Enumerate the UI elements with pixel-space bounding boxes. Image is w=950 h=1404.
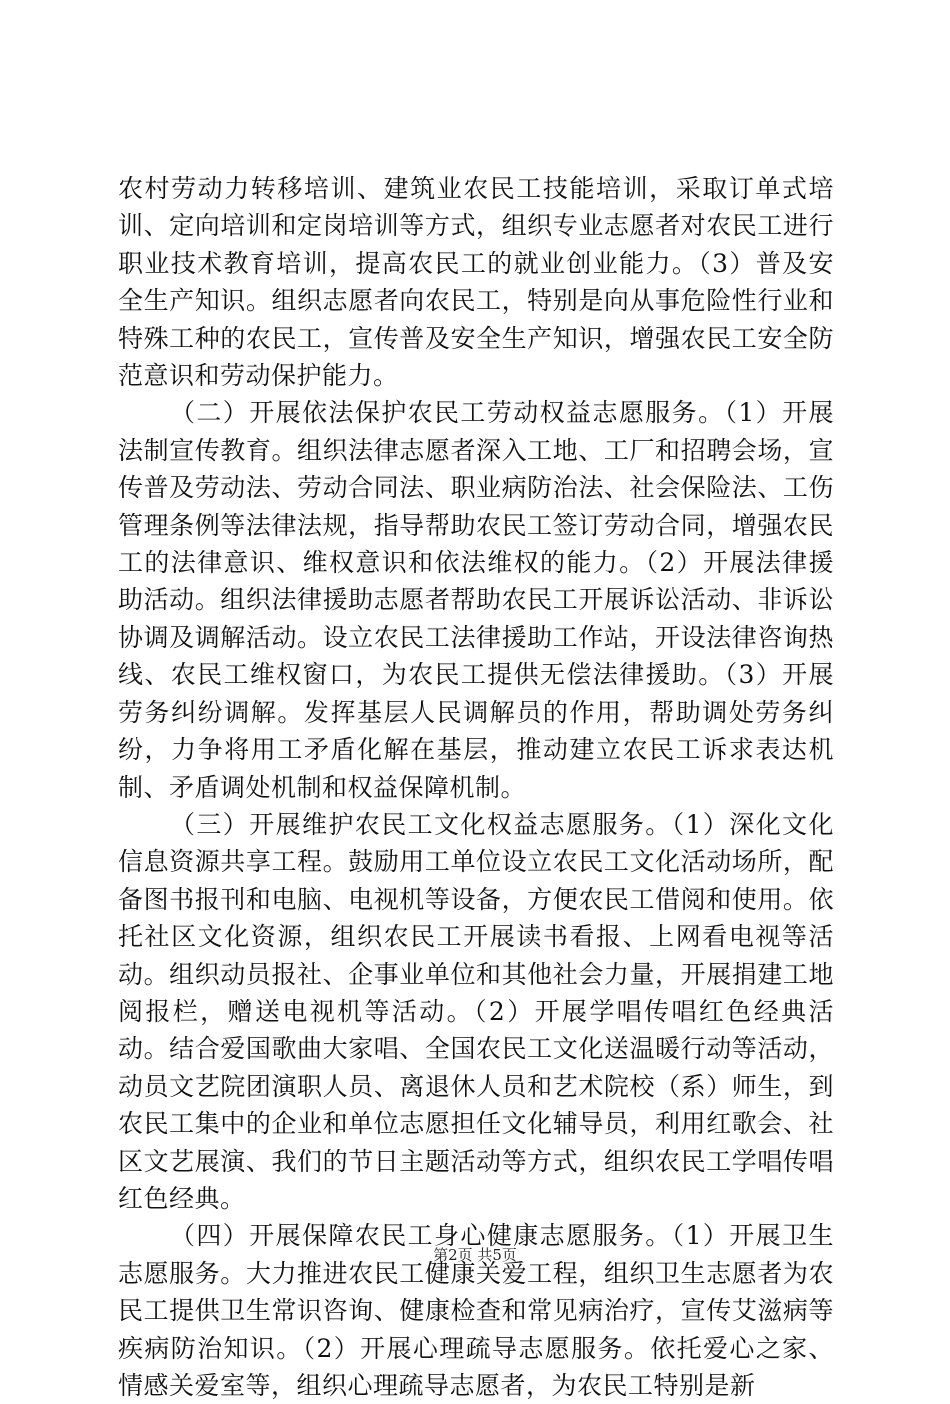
paragraph-continuation: 农村劳动力转移培训、建筑业农民工技能培训，采取订单式培训、定向培训和定岗培训等方式，组织专业志愿者对农民工进行职业技术教育培训，提高农民工的就业创业能力。（3）普及安全生产知识。组织志愿者向农民工，特别是向从事危险性行业和特殊工种的农民工，宣传普及安全生产知识，增强农民工安全防范意识和劳动保护能力。 bbox=[118, 174, 834, 391]
page-footer: 第2页 共5页 bbox=[433, 1246, 517, 1264]
paragraph-section-2: （二）开展依法保护农民工劳动权益志愿服务。（1）开展法制宣传教育。组织法律志愿者深入工地、工厂和招聘会场，宣传普及劳动法、劳动合同法、职业病防治法、社会保险法、工伤管理条例等法律法规，指导帮助农民工签订劳动合同，增强农民工的法律意识、维权意识和依法维权的能力。（2）开展法律援助活动。组织法律援助志愿者帮助农民工开展诉讼活动、非诉讼协调及调解活动。设立农民工法律援助工作站，开设法律咨询热线、农民工维权窗口，为农民工提供无偿法律援助。（3）开展劳务纠纷调解。发挥基层人民调解员的作用，帮助调处劳务纠纷，力争将用工矛盾化解在基层，推动建立农民工诉求表达机制、矛盾调处机制和权益保障机制。 bbox=[118, 398, 834, 802]
paragraph-section-4: （四）开展保障农民工身心健康志愿服务。（1）开展卫生志愿服务。大力推进农民工健康关爱工程，组织卫生志愿者为农民工提供卫生常识咨询、健康检查和常见病治疗，宣传艾滋病等疾病防治知识。（2）开展心理疏导志愿服务。依托爱心之家、情感关爱室等，组织心理疏导志愿者，为农民工特别是新 bbox=[118, 1221, 834, 1400]
document-body bbox=[118, 170, 834, 1404]
paragraph-section-3: （三）开展维护农民工文化权益志愿服务。（1）深化文化信息资源共享工程。鼓励用工单位设立农民工文化活动场所，配备图书报刊和电脑、电视机等设备，方便农民工借阅和使用。依托社区文化资源，组织农民工开展读书看报、上网看电视等活动。组织动员报社、企事业单位和其他社会力量，开展捐建工地阅报栏，赠送电视机等活动。（2）开展学唱传唱红色经典活动。结合爱国歌曲大家唱、全国农民工文化送温暖行动等活动，动员文艺院团演职人员、离退休人员和艺术院校（系）师生，到农民工集中的企业和单位志愿担任文化辅导员，利用红歌会、社区文艺展演、我们的节日主题活动等方式，组织农民工学唱传唱红色经典。 bbox=[118, 809, 834, 1213]
